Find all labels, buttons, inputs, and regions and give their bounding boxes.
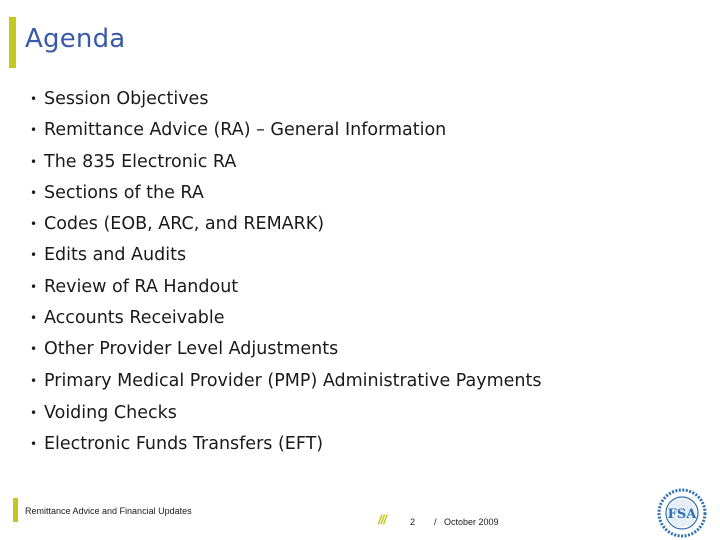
bullet-icon: • bbox=[30, 405, 38, 420]
bullet-icon: • bbox=[30, 311, 38, 326]
agenda-item-label: Voiding Checks bbox=[44, 402, 177, 423]
footer-slashes: /// bbox=[378, 512, 386, 527]
agenda-item-label: Codes (EOB, ARC, and REMARK) bbox=[44, 214, 325, 235]
footer-accent-bar bbox=[13, 498, 18, 522]
bullet-icon: • bbox=[30, 185, 38, 200]
agenda-item-label: Remittance Advice (RA) – General Information bbox=[44, 120, 447, 141]
agenda-item bbox=[30, 402, 590, 424]
agenda-item bbox=[30, 338, 590, 360]
agenda-item-label: Electronic Funds Transfers (EFT) bbox=[44, 434, 324, 455]
agenda-item bbox=[30, 151, 590, 173]
bullet-icon: • bbox=[30, 92, 38, 106]
footer-date: October 2009 bbox=[444, 517, 499, 527]
agenda-item-label: Session Objectives bbox=[44, 89, 209, 109]
bullet-icon: • bbox=[30, 342, 38, 357]
bullet-icon: • bbox=[30, 123, 38, 138]
bullet-icon: • bbox=[30, 217, 38, 232]
footer-caption: Remittance Advice and Financial Updates bbox=[25, 506, 192, 516]
agenda-item-label: Edits and Audits bbox=[44, 245, 187, 266]
agenda-item bbox=[30, 182, 590, 204]
bullet-icon: • bbox=[30, 279, 38, 294]
agenda-item-label: Sections of the RA bbox=[44, 182, 204, 203]
agenda-list bbox=[30, 88, 590, 465]
page-number: 2 bbox=[410, 517, 416, 527]
bullet-icon: • bbox=[30, 437, 38, 452]
bullet-icon: • bbox=[30, 373, 38, 388]
agenda-item bbox=[30, 307, 590, 329]
agenda-item bbox=[30, 88, 590, 110]
bullet-icon: • bbox=[30, 154, 38, 169]
footer-separator: / bbox=[434, 517, 437, 527]
slide-title: Agenda bbox=[25, 24, 126, 54]
agenda-item bbox=[30, 433, 590, 455]
agenda-item-label: Primary Medical Provider (PMP) Administrative Payments bbox=[44, 370, 542, 391]
agenda-item bbox=[30, 213, 590, 235]
fsa-seal-logo bbox=[656, 488, 708, 538]
agenda-item bbox=[30, 244, 590, 266]
agenda-item-label: Other Provider Level Adjustments bbox=[44, 339, 339, 360]
agenda-item-label: Review of RA Handout bbox=[44, 276, 239, 297]
agenda-item-label: Accounts Receivable bbox=[44, 308, 225, 329]
title-accent-bar bbox=[9, 17, 16, 68]
agenda-item bbox=[30, 119, 590, 141]
agenda-item-label: The 835 Electronic RA bbox=[44, 151, 237, 172]
bullet-icon: • bbox=[30, 248, 38, 263]
agenda-item bbox=[30, 370, 590, 393]
agenda-item bbox=[30, 276, 590, 298]
svg-text:FSA: FSA bbox=[667, 507, 697, 522]
